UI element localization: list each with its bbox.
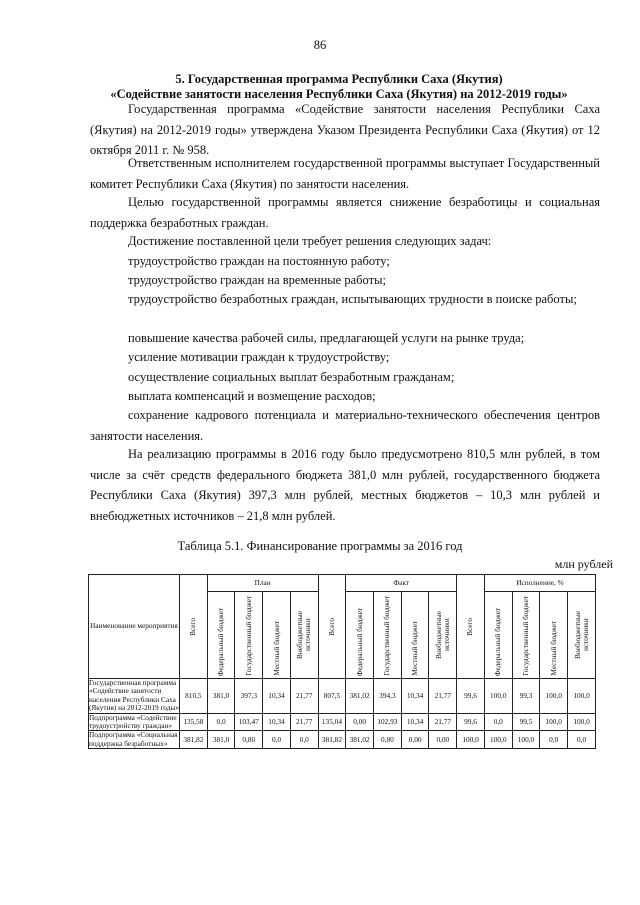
table-cell: 100,0 — [540, 679, 568, 714]
table-cell: 381,0 — [207, 679, 235, 714]
table-cell: 0,0 — [540, 731, 568, 749]
program-title: «Содействие занятости населения Республики Саха (Якутия) на 2012-2019 годы» — [110, 87, 568, 101]
table-cell: 21,77 — [429, 713, 457, 731]
table-cell: 10,34 — [401, 679, 429, 714]
header-plan-total: Всего — [180, 575, 208, 679]
header-fact-federal: Федеральный бюджет — [346, 592, 374, 679]
table-cell: 21,77 — [429, 679, 457, 714]
header-exec-extra: Внебюджетные источники — [568, 592, 596, 679]
header-exec-local: Местный бюджет — [540, 592, 568, 679]
header-fact-total: Всего — [318, 575, 346, 679]
table-cell: 21,77 — [290, 713, 318, 731]
row-name: Подпрограмма «Содействие трудоустройству граждан» — [89, 713, 180, 731]
paragraph-goal: Целью государственной программы является снижение безработицы и социальная поддержка безработных граждан. — [90, 195, 600, 230]
table-cell: 394,3 — [374, 679, 402, 714]
table-cell: 100,0 — [484, 731, 512, 749]
table-unit: млн рублей — [554, 557, 613, 571]
row-name: Государственная программа «Содействие занятости населения Республики Саха (Якутия) на 2012-2019 годы» — [89, 678, 180, 713]
header-fact: Факт — [346, 575, 457, 592]
table-cell: 0,0 — [207, 713, 235, 731]
table-cell: 135,58 — [180, 713, 208, 731]
header-plan-local: Местный бюджет — [263, 592, 291, 679]
table-cell: 381,02 — [346, 679, 374, 714]
page-number: 86 — [313, 38, 327, 52]
table-cell: 102,93 — [374, 713, 402, 731]
table-cell: 397,3 — [235, 679, 263, 714]
paragraph-tasks-intro: Достижение поставленной цели требует решения следующих задач: — [128, 234, 492, 248]
table-caption: Таблица 5.1. Финансирование программы за 2016 год — [177, 539, 463, 553]
table-cell: 100,0 — [568, 713, 596, 731]
table-cell: 99,6 — [457, 679, 485, 714]
table-cell: 807,5 — [318, 679, 346, 714]
table-cell: 10,34 — [263, 713, 291, 731]
header-fact-state: Государственный бюджет — [374, 592, 402, 679]
header-exec-total: Всего — [457, 575, 485, 679]
table-cell: 0,0 — [290, 731, 318, 749]
table-cell: 0,0 — [263, 731, 291, 749]
table-cell: 381,82 — [318, 731, 346, 749]
table-cell: 99,6 — [457, 713, 485, 731]
task-item: трудоустройство граждан на временные работы; — [128, 273, 386, 287]
section-title: 5. Государственная программа Республики Саха (Якутия) — [175, 72, 503, 86]
table-cell: 381,02 — [346, 731, 374, 749]
header-plan-extra: Внебюджетные источники — [290, 592, 318, 679]
financing-table — [88, 574, 596, 749]
header-name: Наименование мероприятия — [89, 575, 180, 679]
table-cell: 10,34 — [401, 713, 429, 731]
table-cell: 100,0 — [512, 731, 540, 749]
table-cell: 0,0 — [568, 731, 596, 749]
table-cell: 0,0 — [484, 713, 512, 731]
table-row — [89, 731, 596, 749]
table-cell: 0,80 — [235, 731, 263, 749]
row-name: Подпрограмма «Социальная поддержка безработных» — [89, 730, 178, 748]
header-exec: Исполнение, % — [484, 575, 595, 592]
table-cell: 0,00 — [346, 713, 374, 731]
table-cell: 21,77 — [290, 679, 318, 714]
header-exec-federal: Федеральный бюджет — [484, 592, 512, 679]
table-cell: 0,00 — [401, 731, 429, 749]
header-plan: План — [207, 575, 318, 592]
header-exec-state: Государственный бюджет — [512, 592, 540, 679]
task-item: трудоустройство граждан на постоянную работу; — [128, 254, 390, 268]
table-cell: 0,00 — [429, 731, 457, 749]
task-item: повышение качества рабочей силы, предлагающей услуги на рынке труда; — [128, 331, 525, 345]
table-cell: 99,3 — [512, 679, 540, 714]
table-cell: 100,0 — [568, 679, 596, 714]
paragraph-funding: На реализацию программы в 2016 году было предусмотрено 810,5 млн рублей, в том числе за счёт средств федерального бюджета 381,0 млн рублей, государственного бюджета Республики Саха (Якутия) 397,3 млн рублей, местных бюджетов – 10,3 млн рублей и внебюджетных источников – 21,8 млн рублей. — [90, 447, 600, 523]
table-cell: 103,47 — [235, 713, 263, 731]
paragraph-decree: Государственная программа «Содействие занятости населения Республики Саха (Якутия) на 2012-2019 годы» утверждена Указом Президента Республики Саха (Якутия) от 12 октября 2011 г. № 958. — [90, 102, 600, 158]
table-cell: 100,0 — [484, 679, 512, 714]
table-cell: 100,0 — [457, 731, 485, 749]
task-item: осуществление социальных выплат безработным гражданам; — [128, 370, 455, 384]
header-fact-local: Местный бюджет — [401, 592, 429, 679]
header-fact-extra: Внебюджетные источники — [429, 592, 457, 679]
header-plan-state: Государственный бюджет — [235, 592, 263, 679]
table-cell: 381,0 — [207, 731, 235, 749]
table-cell: 100,0 — [540, 713, 568, 731]
table-row — [89, 713, 596, 731]
table-cell: 0,80 — [374, 731, 402, 749]
task-item: трудоустройство безработных граждан, испытывающих трудности в поиске работы; — [128, 292, 577, 306]
header-plan-federal: Федеральный бюджет — [207, 592, 235, 679]
table-cell: 10,34 — [263, 679, 291, 714]
table-cell: 99,5 — [512, 713, 540, 731]
table-cell: 810,5 — [180, 679, 208, 714]
table-cell: 381,82 — [180, 731, 208, 749]
paragraph-executor: Ответственным исполнителем государственной программы выступает Государственный комитет Республики Саха (Якутия) по занятости населения. — [90, 156, 600, 191]
task-item: выплата компенсаций и возмещение расходов; — [128, 389, 376, 403]
table-cell: 135,04 — [318, 713, 346, 731]
task-item: усиление мотивации граждан к трудоустройству; — [128, 350, 390, 364]
task-item: сохранение кадрового потенциала и материально-технического обеспечения центров занятости населения. — [90, 408, 600, 443]
table-row — [89, 679, 596, 714]
